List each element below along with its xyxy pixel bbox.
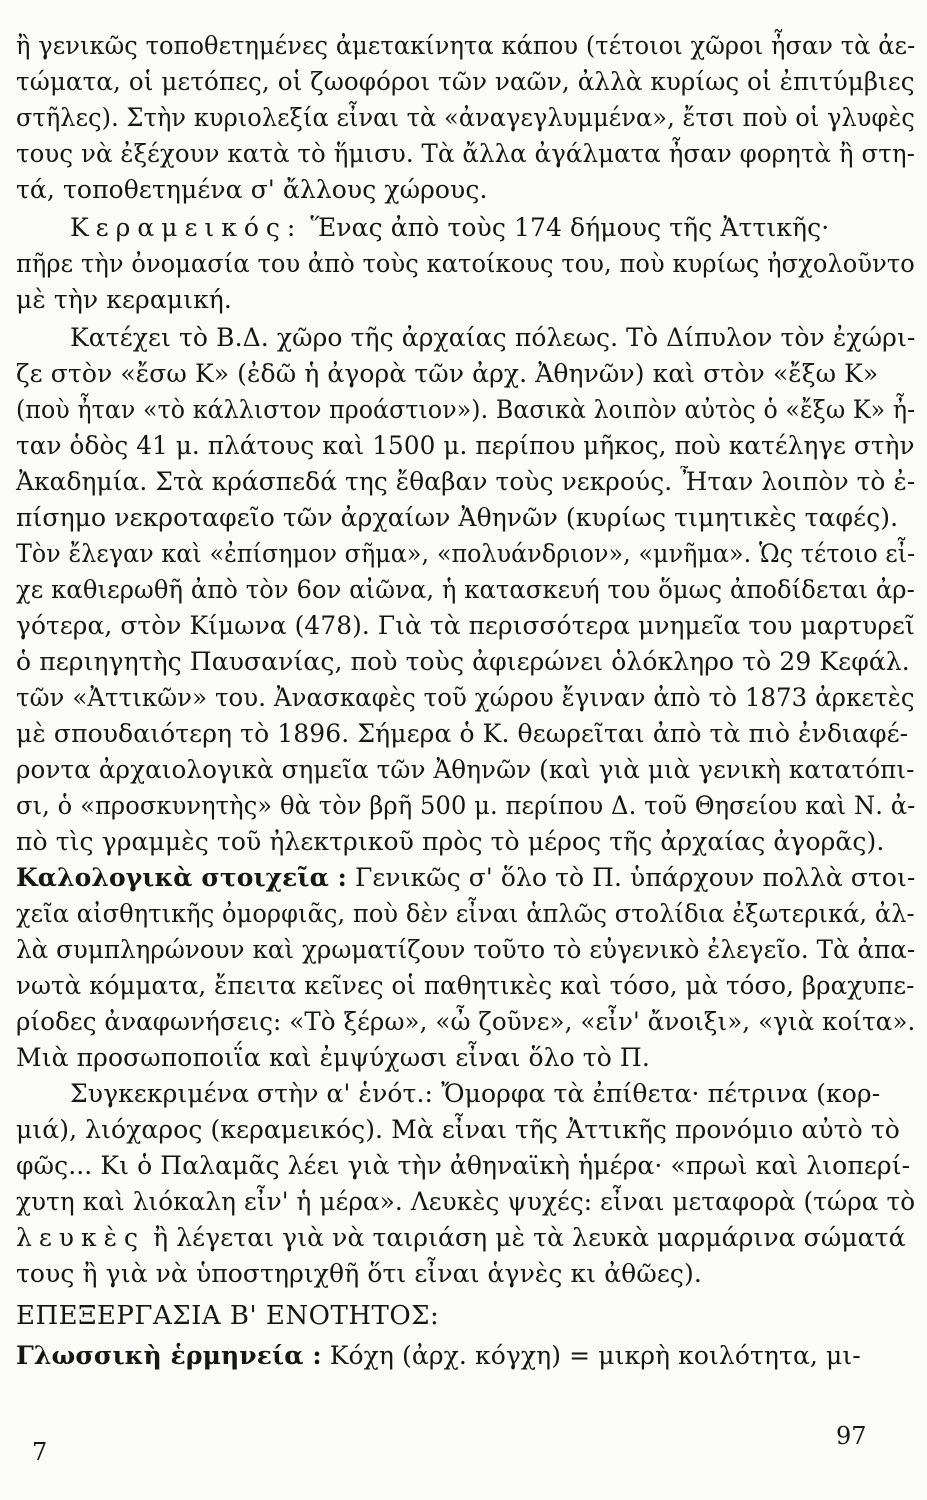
text-line: ροντα ἀρχαιολογικὰ σημεῖα τῶν Ἀθηνῶν (καὶ γιὰ μιὰ γενικὴ κατατόπι- bbox=[16, 755, 915, 784]
text-line: χε καθιερωθῆ ἀπὸ τὸν 6ον αἰῶνα, ἡ κατασκευή του ὅμως ἀποδίδεται ἀρ- bbox=[16, 575, 915, 604]
text-line: πὸ τὶς γραμμὲς τοῦ ἠλεκτρικοῦ πρὸς τὸ μέρος τῆς ἀρχαίας ἀγορᾶς). bbox=[16, 827, 885, 856]
text-line: μὲ σπουδαιότερη τὸ 1896. Σήμερα ὁ Κ. θεωρεῖται ἀπὸ τὰ πιὸ ἐνδιαφέ- bbox=[16, 719, 909, 748]
text-line: Ἀκαδημία. Στὰ κράσπεδά της ἔθαβαν τοὺς νεκρούς. Ἦταν λοιπὸν τὸ ἐ- bbox=[16, 467, 916, 496]
entry-line-kerameikos bbox=[70, 212, 829, 244]
section-text: Κόχη (ἀρχ. κόγχη) = μικρὴ κοιλότητα, μι- bbox=[329, 1341, 861, 1370]
text-line: στῆλες). Στὴν κυριολεξία εἶναι τὰ «ἀναγεγλυμμένα», ἔτσι ποὺ οἱ γλυφὲς bbox=[16, 103, 915, 132]
text-line: μιά), λιόχαρος (κεραμεικός). Μὰ εἶναι τῆς Ἀττικῆς προνόμιο αὐτὸ τὸ bbox=[16, 1115, 900, 1144]
section-heading: ΕΠΕΞΕΡΓΑΣΙΑ Β' ΕΝΟΤΗΤΟΣ: bbox=[16, 1301, 440, 1331]
text-line: Τὸν ἔλεγαν καὶ «ἐπίσημον σῆμα», «πολυάνδριον», «μνῆμα». Ὡς τέτοιο εἶ- bbox=[16, 539, 916, 568]
section-line-glossiki bbox=[16, 1340, 861, 1372]
text-line: ὁ περιηγητὴς Παυσανίας, ποὺ τοὺς ἀφιερώνει ὁλόκληρο τὸ 29 Κεφάλ. bbox=[16, 647, 910, 676]
text-line: χεῖα αἰσθητικῆς ὀμορφιᾶς, ποὺ δὲν εἶναι ἁπλῶς στολίδια ἐξωτερικά, ἀλ- bbox=[16, 899, 915, 928]
section-label-kalologika: Καλολογικὰ στοιχεῖα : bbox=[16, 863, 347, 892]
text-line: Κατέχει τὸ Β.Δ. χῶρο τῆς ἀρχαίας πόλεως. Τὸ Δίπυλον τὸν ἐχώρι- bbox=[70, 323, 916, 352]
text-line: τῶν «Ἀττικῶν» του. Ἀνασκαφὲς τοῦ χώρου ἔγιναν ἀπὸ τὸ 1873 ἀρκετὲς bbox=[16, 683, 915, 712]
text-line: ταν ὁδὸς 41 μ. πλάτους καὶ 1500 μ. περίπου μῆκος, ποὺ κατέληγε στὴν bbox=[16, 431, 915, 460]
text-line: μὲ τὴν κεραμική. bbox=[16, 285, 232, 314]
section-line-kalologika bbox=[16, 862, 915, 894]
entry-term-kerameikos: Κεραμεικός: bbox=[70, 213, 303, 242]
text-line: Συγκεκριμένα στὴν α' ἑνότ.: Ὄμορφα τὰ ἐπίθετα· πέτρινα (κορ- bbox=[70, 1079, 881, 1108]
text-line: ἢ γενικῶς τοποθετημένες ἀμετακίνητα κάπου (τέτοιοι χῶροι ἦσαν τὰ ἀε- bbox=[16, 31, 916, 60]
text-line: τά, τοποθετημένα σ' ἄλλους χώρους. bbox=[16, 175, 488, 204]
text-line: (ποὺ ἦταν «τὸ κάλλιστον προάστιον»). Βασικὰ λοιπὸν αὐτὸς ὁ «ἔξω Κ» ἦ- bbox=[16, 395, 916, 424]
text-line: ρίοδες ἀναφωνήσεις: «Τὸ ξέρω», «ὦ ζοῦνε», «εἶν' ἄνοιξι», «γιὰ κοίτα». bbox=[16, 1007, 916, 1036]
text-line: σι, ὁ «προσκυνητὴς» θὰ τὸν βρῆ 500 μ. περίπου Δ. τοῦ Θησείου καὶ Ν. ἀ- bbox=[16, 791, 916, 820]
entry-text: Ἕνας ἀπὸ τοὺς 174 δήμους τῆς Ἀττικῆς· bbox=[310, 213, 830, 242]
text-line: φῶς... Κι ὁ Παλαμᾶς λέει γιὰ τὴν ἀθηναϊκὴ ἡμέρα· «πρωὶ καὶ λιοπερί- bbox=[16, 1151, 911, 1180]
text-line: Μιὰ προσωποποιΐα καὶ ἐμψύχωσι εἶναι ὅλο τὸ Π. bbox=[16, 1043, 650, 1072]
text-line: γότερα, στὸν Κίμωνα (478). Γιὰ τὰ περισσότερα μνημεῖα του μαρτυρεῖ bbox=[16, 611, 915, 640]
text-line: χυτη καὶ λιόκαλη εἶν' ἡ μέρα». Λευκὲς ψυχές: εἶναι μεταφορὰ (τώρα τὸ bbox=[16, 1187, 916, 1216]
text-line: ζε στὸν «ἔσω Κ» (ἐδῶ ἡ ἀγορὰ τῶν ἀρχ. Ἀθηνῶν) καὶ στὸν «ἔξω Κ» bbox=[16, 359, 879, 388]
text-line: πῆρε τὴν ὀνομασία του ἀπὸ τοὺς κατοίκους του, ποὺ κυρίως ἠσχολοῦντο bbox=[16, 249, 915, 278]
text-line: τους νὰ ἐξέχουν κατὰ τὸ ἥμισυ. Τὰ ἄλλα ἀγάλματα ἦσαν φορητὰ ἢ στη- bbox=[16, 139, 915, 168]
text-line: τώματα, οἱ μετόπες, οἱ ζωοφόροι τῶν ναῶν, ἀλλὰ κυρίως οἱ ἐπιτύμβιες bbox=[16, 67, 915, 96]
text-fragment: ἢ λέγεται γιὰ νὰ ταιριάση μὲ τὰ λευκὰ μαρμάρινα σώματά bbox=[153, 1223, 906, 1252]
printer-signature-mark: 7 bbox=[32, 1438, 48, 1466]
page-number: 97 bbox=[836, 1422, 867, 1450]
text-line: πίσημο νεκροταφεῖο τῶν ἀρχαίων Ἀθηνῶν (κυρίως τιμητικὲς ταφές). bbox=[16, 503, 899, 532]
section-text: Γενικῶς σ' ὅλο τὸ Π. ὑπάρχουν πολλὰ στοι- bbox=[355, 863, 916, 892]
text-line: νωτὰ κόμματα, ἔπειτα κεῖνες οἱ παθητικὲς καὶ τόσο, μὰ τόσο, βραχυπε- bbox=[16, 971, 915, 1000]
text-line: τους ἢ γιὰ νὰ ὑποστηριχθῆ ὅτι εἶναι ἁγνὲς κι ἀθῶες). bbox=[16, 1259, 702, 1288]
section-label-glossiki: Γλωσσικὴ ἑρμηνεία : bbox=[16, 1341, 322, 1370]
spaced-word-leukes: λευκὲς bbox=[16, 1223, 146, 1252]
text-line-leukes bbox=[16, 1222, 906, 1254]
text-line: λὰ συμπληρώνουν καὶ χρωματίζουν τοῦτο τὸ εὐγενικὸ ἐλεγεῖο. Τὰ ἀπα- bbox=[16, 935, 916, 964]
